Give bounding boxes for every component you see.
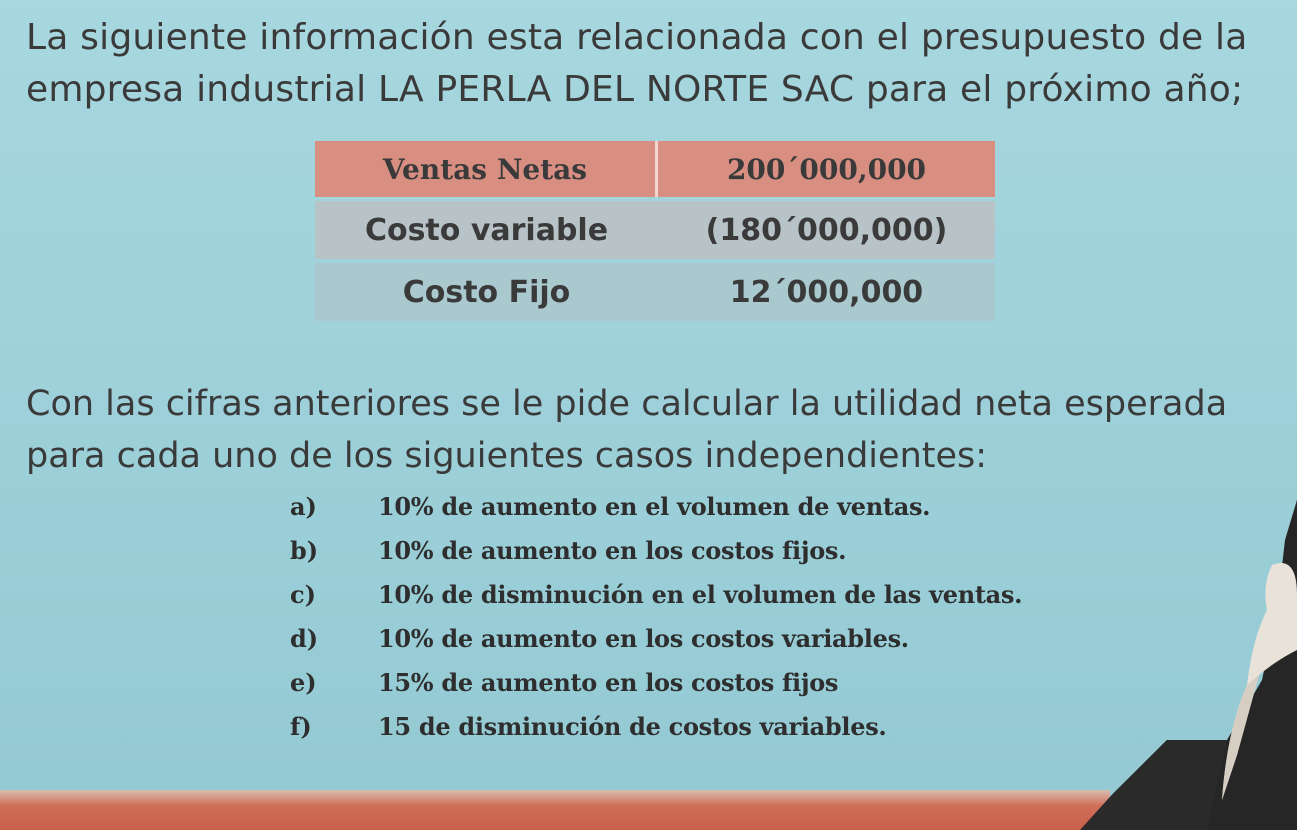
case-text: 10% de disminución en el volumen de las ventas.: [378, 579, 1023, 609]
list-item-case-e: [290, 660, 1190, 704]
case-marker: e): [290, 667, 317, 697]
table-cell-label: Costo variable: [315, 201, 658, 259]
case-text: 15% de aumento en los costos fijos: [378, 667, 839, 697]
list-item-case-d: [290, 616, 1190, 660]
case-marker: a): [290, 491, 317, 521]
case-marker: d): [290, 623, 319, 653]
table-row-ventas-netas: [315, 141, 995, 197]
slide-bottom-bar: [0, 790, 1110, 830]
table-row-costo-variable: [315, 201, 995, 259]
intro-line-1: La siguiente información esta relacionada con el presupuesto de la: [26, 17, 1248, 58]
table-cell-value: 12´000,000: [658, 263, 995, 321]
table-cell-value: 200´000,000: [658, 141, 995, 197]
table-cell-label: Ventas Netas: [315, 141, 658, 197]
case-text: 15 de disminución de costos variables.: [378, 711, 887, 741]
case-marker: c): [290, 579, 316, 609]
budget-table: [315, 137, 995, 325]
case-marker: b): [290, 535, 319, 565]
list-item-case-f: [290, 704, 1190, 748]
cases-list: [290, 484, 1190, 748]
table-row-costo-fijo: [315, 263, 995, 321]
case-marker: f): [290, 711, 312, 741]
table-cell-label: Costo Fijo: [315, 263, 658, 321]
case-text: 10% de aumento en los costos fijos.: [378, 535, 847, 565]
list-item-case-b: [290, 528, 1190, 572]
intro-line-2: empresa industrial LA PERLA DEL NORTE SAC para el próximo año;: [26, 69, 1244, 110]
case-text: 10% de aumento en el volumen de ventas.: [378, 491, 931, 521]
table-cell-value: (180´000,000): [658, 201, 995, 259]
foreground-person-silhouette: [1167, 500, 1297, 830]
case-text: 10% de aumento en los costos variables.: [378, 623, 909, 653]
list-item-case-c: [290, 572, 1190, 616]
list-item-case-a: [290, 484, 1190, 528]
question-prompt: [26, 378, 1291, 482]
prompt-line-2: para cada uno de los siguientes casos independientes:: [26, 436, 988, 476]
intro-text: [26, 12, 1286, 116]
prompt-line-1: Con las cifras anteriores se le pide calcular la utilidad neta esperada: [26, 384, 1228, 424]
